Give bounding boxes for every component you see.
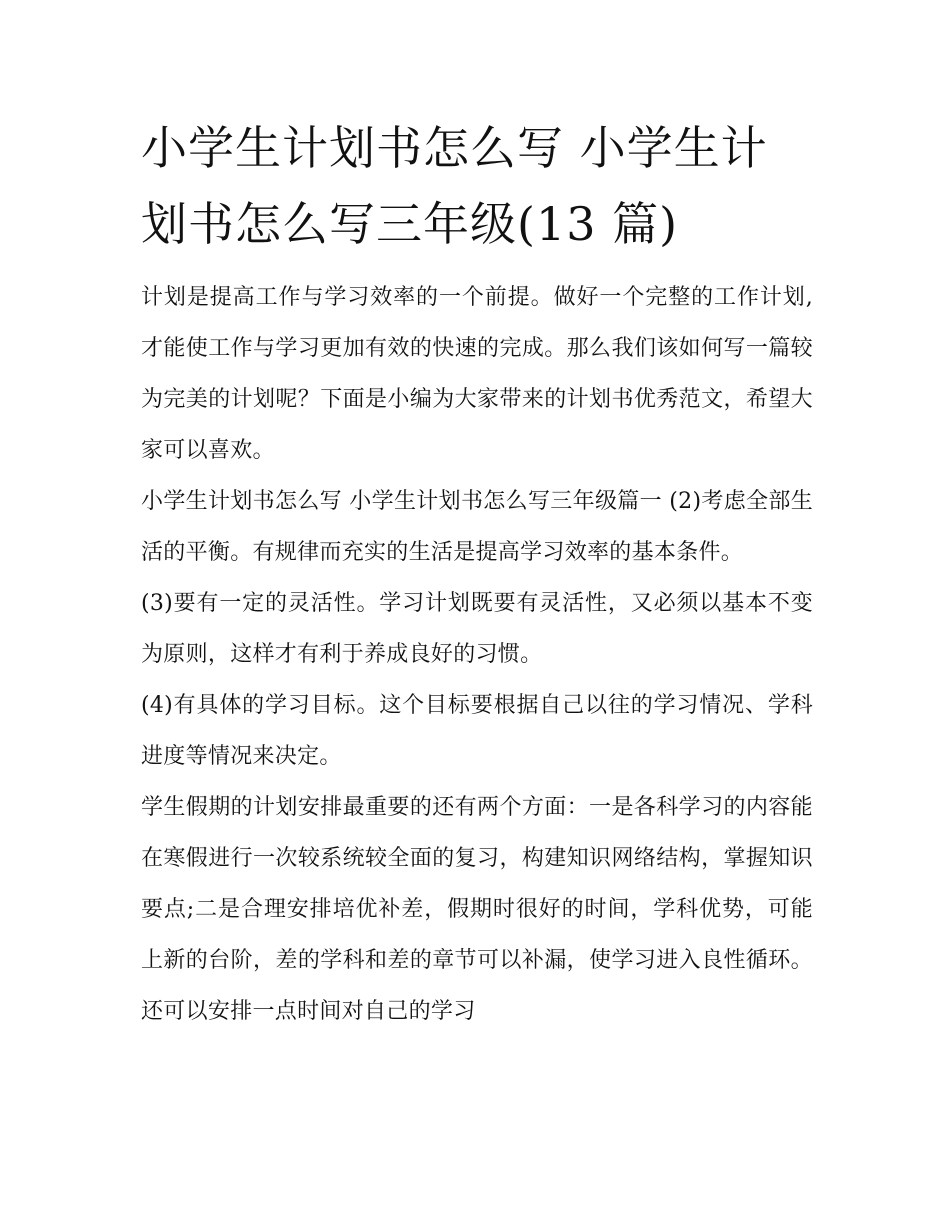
paragraph-section-one: 小学生计划书怎么写 小学生计划书怎么写三年级篇一 (2)考虑全部生活的平衡。有规律而充实的生活是提高学习效率的基本条件。 bbox=[141, 489, 813, 565]
paragraph-vacation-plan: 学生假期的计划安排最重要的还有两个方面：一是各科学习的内容能在寒假进行一次较系统较全面的复习，构建知识网络结构，掌握知识要点;二是合理安排培优补差，假期时很好的时间，学科优势，可能上新的台阶，差的学科和差的章节可以补漏，使学习进入良性循环。还可以安排一点时间对自己的学习 bbox=[141, 795, 813, 1024]
document-page bbox=[141, 110, 813, 1037]
paragraph-point-4: (4)有具体的学习目标。这个目标要根据自己以往的学习情况、学科进度等情况来决定。 bbox=[141, 693, 813, 769]
document-title: 小学生计划书怎么写 小学生计划书怎么写三年级(13 篇) bbox=[141, 121, 768, 251]
paragraph-intro: 计划是提高工作与学习效率的一个前提。做好一个完整的工作计划,才能使工作与学习更加有效的快速的完成。那么我们该如何写一篇较为完美的计划呢？下面是小编为大家带来的计划书优秀范文，希望大家可以喜欢。 bbox=[141, 285, 813, 463]
document-body bbox=[141, 272, 813, 1037]
paragraph-point-3: (3)要有一定的灵活性。学习计划既要有灵活性，又必须以基本不变为原则，这样才有利于养成良好的习惯。 bbox=[141, 591, 813, 667]
